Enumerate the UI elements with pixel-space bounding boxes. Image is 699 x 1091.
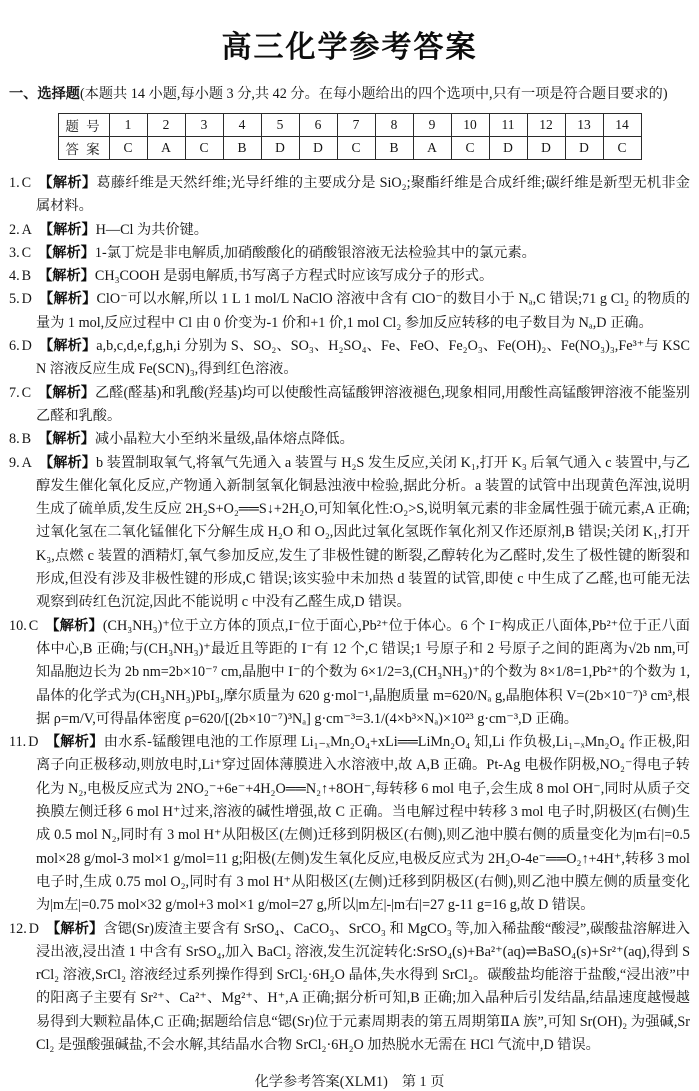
analysis-tag: 【解析】 [45,734,104,751]
item-number: 7. [9,384,20,401]
item-answer: D [21,338,32,355]
item-text: 乙醛(醛基)和乳酸(羟基)均可以使酸性高锰酸钾溶液褪色,现象相同,用酸性高锰酸钾溶液不能鉴别乙醛和乳酸。 [36,384,690,424]
question-number-cell: 5 [261,114,299,137]
item-answer: D [28,734,39,751]
question-number-cell: 2 [147,114,185,137]
question-number-cell: 11 [489,114,527,137]
answer-cell: D [299,137,337,160]
item-answer: B [21,268,32,285]
answer-cell: D [489,137,527,160]
item-answer: D [21,291,32,308]
question-number-row [58,114,641,137]
analysis-tag: 【解析】 [38,268,95,285]
question-number-cell: 4 [223,114,261,137]
explanation-item [9,428,690,451]
explanation-item [9,219,690,242]
item-number: 12. [9,920,27,937]
explanation-item [9,382,690,429]
item-text: a,b,c,d,e,f,g,h,i 分别为 S、SO₂、SO₃、H₂SO₄、Fe、FeO、Fe₂O₃、Fe(OH)₂、Fe(NO₃)₃,Fe³⁺与 KSCN 溶液反应生成 Fe(SCN)₃,得到红色溶液。 [36,338,690,378]
answer-cell: C [109,137,147,160]
item-number: 10. [9,617,27,634]
question-number-cell: 1 [109,114,147,137]
answer-cell: D [565,137,603,160]
explanation-item [9,242,690,265]
item-text: CH₃COOH 是弱电解质,书写离子方程式时应该写成分子的形式。 [94,268,494,285]
question-number-cell: 10 [451,114,489,137]
answer-cell: D [527,137,565,160]
item-text: 葛藤纤维是天然纤维;光导纤维的主要成分是 SiO₂;聚酯纤维是合成纤维;碳纤维是新型无机非金属材料。 [36,175,690,215]
item-text: (CH₃NH₃)⁺位于立方体的顶点,I⁻位于面心,Pb²⁺位于体心。6 个 I⁻构成正八面体,Pb²⁺位于正八面体中心,B 正确;与(CH₃NH₃)⁺最近且等距的 I⁻有 12 个,C 错误;1 号原子和 2 号原子之间的距离为√2b nm,可知晶胞边长为 2b nm=2b×10⁻⁷ cm,晶胞中 I⁻的个数为 6×1/2=3,(CH₃NH₃)⁺的个数为 8×1/8=1,Pb²⁺的个数为 1,晶体的化学式为(CH₃NH₃)PbI₃,摩尔质量为 620 g·mol⁻¹,晶胞质量 m=620/Nₐ g,晶胞体积 V=(2b×10⁻⁷)³ cm³,根据 ρ=m/V,可得晶体密度 ρ=620/[(2b×10⁻⁷)³Nₐ] g·cm⁻³=3.1/(4×b³×Nₐ)×10²³ g·cm⁻³,D 正确。 [36,617,690,727]
answer-row [58,137,641,160]
analysis-tag: 【解析】 [38,431,95,448]
answer-cell: B [375,137,413,160]
explanation-item [9,172,690,219]
section-label: 一、选择题 [9,86,80,102]
item-text: 含锶(Sr)废渣主要含有 SrSO₄、CaCO₃、SrCO₃ 和 MgCO₃ 等,加入稀盐酸“酸浸”,碳酸盐溶解进入浸出液,浸出渣 1 中含有 SrSO₄,加入 BaCl₂ 溶液,发生沉淀转化:SrSO₄(s)+Ba²⁺(aq)⇌BaSO₄(s)+Sr²⁺(aq),得到 SrCl₂ 溶液,SrCl₂ 溶液经过系列操作得到 SrCl₂·6H₂O 晶体,失水得到 SrCl₂。碳酸盐均能溶于盐酸,“浸出液”中的阳离子主要有 Sr²⁺、Ca²⁺、Mg²⁺、H⁺,A 正确;据分析可知,B 正确;加入晶种后引发结晶,结晶速度越慢越易得到大颗粒晶体,C 正确;据题给信息“锶(Sr)位于元素周期表的第五周期第ⅡA 族”,可知 Sr(OH)₂ 为强碱,SrCl₂ 是强酸强碱盐,不会水解,其结晶水合物 SrCl₂·6H₂O 加热脱水无需在 HCl 气流中,D 错误。 [36,920,690,1053]
item-text: 由水系-锰酸锂电池的工作原理 Li₁₋ₓMn₂O₄+xLi══LiMn₂O₄ 知,Li 作负极,Li₁₋ₓMn₂O₄ 作正极,阳离子向正极移动,则放电时,Li⁺穿过固体薄膜进入水溶液中,故 A,B 正确。Pt-Ag 电极作阴极,NO₂⁻得电子转化为 N₂,电极反应式为 2NO₂⁻+6e⁻+4H₂O══N₂↑+8OH⁻,每转移 6 mol 电子,会生成 8 mol OH⁻,同时从质子交换膜左侧迁移 6 mol H⁺过来,溶液的碱性增强,故 C 正确。当电解过程中转移 3 mol 电子时,阴极区(右侧)生成 0.5 mol N₂,同时有 3 mol H⁺从阳极区(左侧)迁移到阴极区(右侧),则乙池中膜右侧的质量变化为|m右|=0.5 mol×28 g/mol-3 mol×1 g/mol=11 g;阳极(左侧)发生氧化反应,电极反应式为 2H₂O-4e⁻══O₂↑+4H⁺,转移 3 mol 电子时,生成 0.75 mol O₂,同时有 3 mol H⁺从阳极区(左侧)迁移到阴极区(右侧),则乙池中膜左侧的质量变化为|m左|=0.75 mol×32 g/mol+3 mol×1 g/mol=27 g,所以|m左|-|m右|=27 g-11 g=16 g,故 D 错误。 [36,734,690,914]
analysis-tag: 【解析】 [45,920,104,937]
section-note: (本题共 14 小题,每小题 3 分,共 42 分。在每小题给出的四个选项中,只有一项是符合题目要求的) [79,86,668,102]
item-answer: C [21,384,32,401]
analysis-tag: 【解析】 [38,175,97,191]
question-number-cell: 3 [185,114,223,137]
question-number-header: 题 号 [58,114,109,137]
item-text: 减小晶粒大小至纳米量级,晶体熔点降低。 [94,431,354,448]
footer-doc-label: 化学参考答案(XLM1) [254,1074,388,1091]
answer-header: 答 案 [58,137,109,160]
item-text: H—Cl 为共价键。 [95,221,208,238]
analysis-tag: 【解析】 [38,221,96,238]
answer-cell: D [261,137,299,160]
item-text: ClO⁻可以水解,所以 1 L 1 mol/L NaClO 溶液中含有 ClO⁻的数目小于 Nₐ,C 错误;71 g Cl₂ 的物质的量为 1 mol,反应过程中 Cl 由 0 价变为-1 价和+1 价,1 mol Cl₂ 参加反应转移的电子数目为 Nₐ,D 正确。 [36,291,690,331]
answer-table [58,113,642,160]
item-number: 8. [9,431,20,448]
explanation-item [9,731,690,917]
item-answer: C [21,175,32,191]
explanations [9,172,690,1057]
answer-cell: A [147,137,185,160]
analysis-tag: 【解析】 [38,384,96,401]
item-number: 11. [9,734,27,751]
question-number-cell: 8 [375,114,413,137]
section-header [9,84,690,105]
item-answer: C [21,244,32,261]
page-footer [9,1071,690,1091]
explanation-item [9,288,690,335]
item-number: 9. [9,454,20,471]
explanation-item [9,265,690,288]
item-answer: A [21,221,32,238]
item-answer: C [28,617,39,634]
item-number: 1. [9,175,20,191]
answer-cell: A [413,137,451,160]
item-answer: A [21,454,32,471]
question-number-cell: 9 [413,114,451,137]
item-text: 1-氯丁烷是非电解质,加硝酸酸化的硝酸银溶液无法检验其中的氯元素。 [94,244,536,261]
item-number: 4. [9,268,20,285]
analysis-tag: 【解析】 [38,291,97,308]
item-answer: D [28,920,39,937]
question-number-cell: 6 [299,114,337,137]
analysis-tag: 【解析】 [38,454,96,471]
item-number: 6. [9,338,20,355]
analysis-tag: 【解析】 [45,617,103,634]
explanation-item [9,335,690,382]
analysis-tag: 【解析】 [38,244,95,261]
explanation-item [9,452,690,615]
question-number-cell: 12 [527,114,565,137]
answer-cell: B [223,137,261,160]
answer-cell: C [603,137,641,160]
question-number-cell: 7 [337,114,375,137]
footer-page-number: 第 1 页 [401,1074,445,1091]
item-number: 2. [9,221,20,238]
answer-cell: C [451,137,489,160]
question-number-cell: 13 [565,114,603,137]
explanation-item [9,918,690,1058]
item-answer: B [21,431,32,448]
question-number-cell: 14 [603,114,641,137]
item-number: 3. [9,244,20,261]
answer-cell: C [337,137,375,160]
answer-cell: C [185,137,223,160]
item-number: 5. [9,291,20,308]
item-text: b 装置制取氧气,将氧气先通入 a 装置与 H₂S 发生反应,关闭 K₁,打开 K₃ 后氧气通入 c 装置中,与乙醇发生催化氧化反应,产物通入新制氢氧化铜悬浊液中检验,据此分析。a 装置的试管中出现黄色浑浊,说明生成了硫单质,发生反应 2H₂S+O₂══S↓+2H₂O,可知氧化性:O₂>S,说明氧元素的非金属性强于硫元素,A 正确;过氧化氢在二氧化锰催化下分解生成 H₂O 和 O₂,因此过氧化氢既作氧化剂又作还原剂,B 错误;关闭 K₁,打开 K₃,点燃 c 装置的酒精灯,氧气参加反应,发生了非极性键的断裂,乙醇转化为乙醛时,发生了极性键的断裂和形成,但没有涉及非极性键的形成,C 错误;该实验中未加热 d 装置的试管,即使 c 中生成了乙醛,也可能无法观察到砖红色沉淀,因此不能说明 c 中没有乙醛生成,D 错误。 [36,454,690,611]
page-title: 高三化学参考答案 [221,31,478,64]
analysis-tag: 【解析】 [38,338,97,355]
explanation-item [9,615,690,731]
